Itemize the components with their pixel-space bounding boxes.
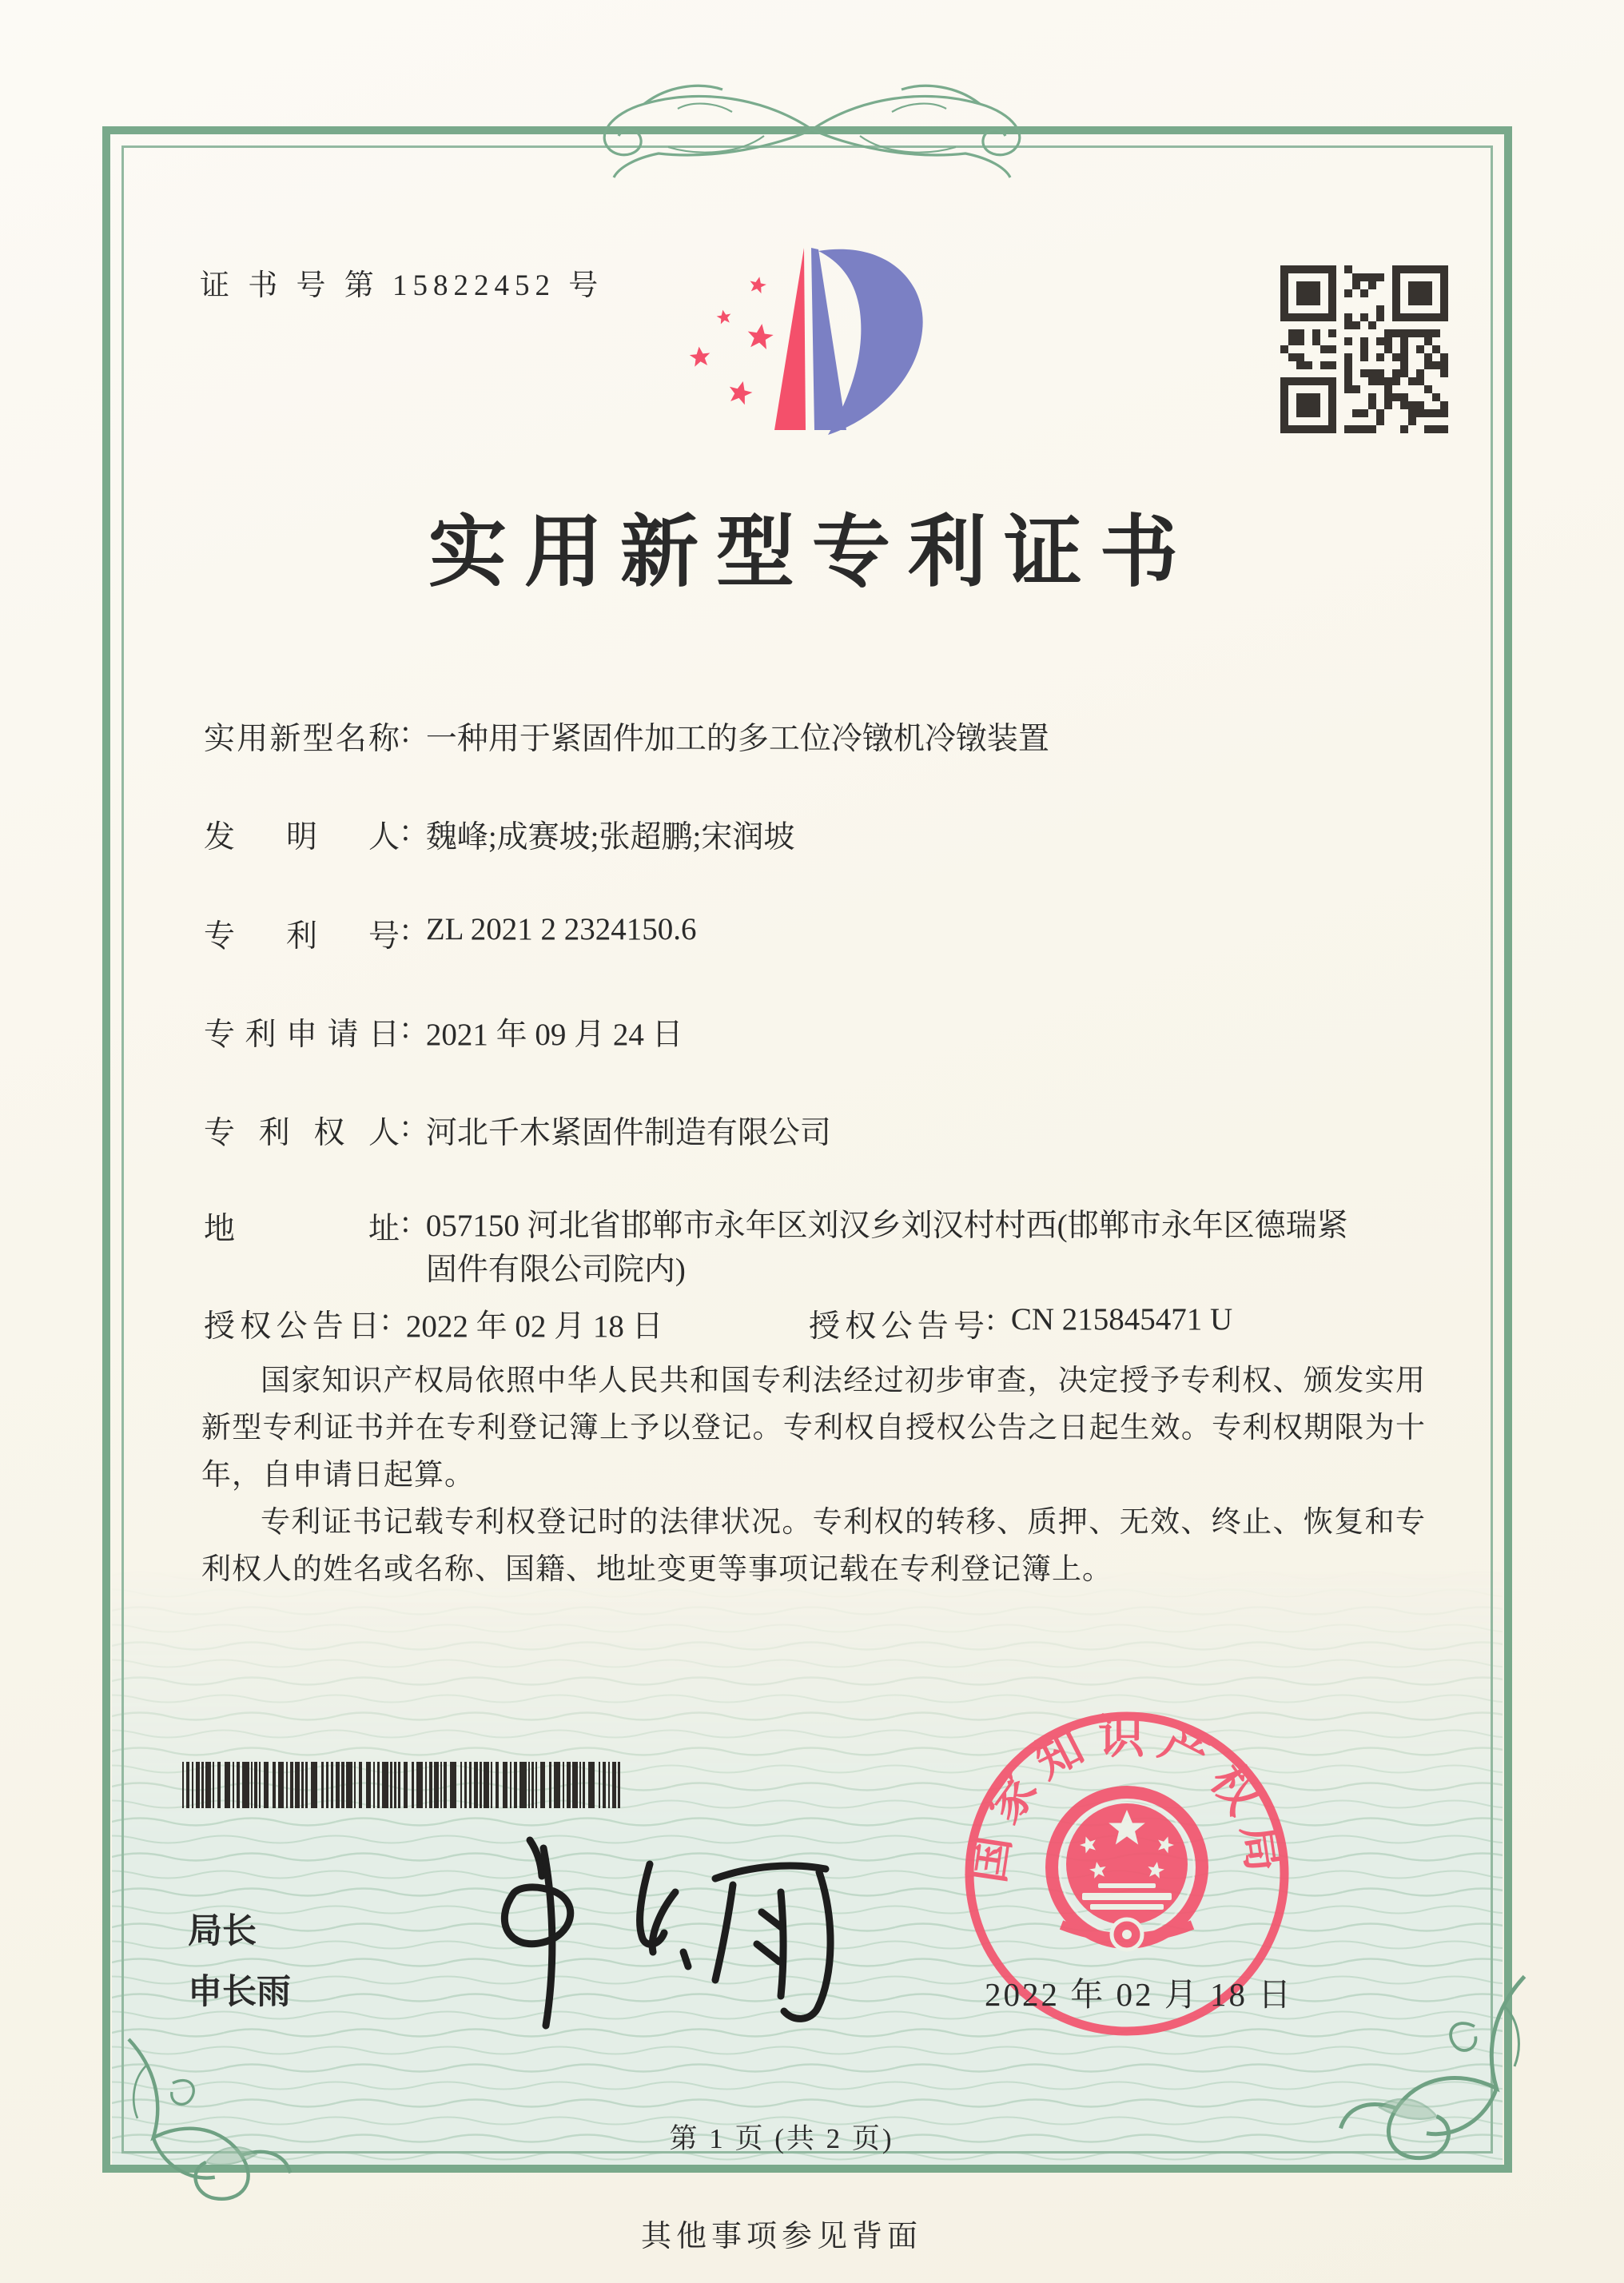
field-label: 地址 <box>204 1212 400 1246</box>
colon: : <box>401 813 410 847</box>
legal-paragraph-2: 专利证书记载专利权登记时的法律状况。专利权的转移、质押、无效、终止、恢复和专利权人的姓名或名称、国籍、地址变更等事项记载在专利登记簿上。 <box>201 1506 1426 1586</box>
field-value: 魏峰;成赛坡;张超鹏;宋润坡 <box>425 820 795 855</box>
top-scroll-ornament-icon <box>448 38 1176 198</box>
colon: : <box>381 1302 390 1337</box>
field-label: 授权公告号 <box>809 1309 985 1344</box>
certificate-title: 实用新型专利证书 <box>428 510 1196 596</box>
colon: : <box>401 912 410 946</box>
field-row-patent-number <box>204 911 697 956</box>
cnipa-logo-icon <box>684 233 940 473</box>
colon: : <box>401 1109 410 1143</box>
commissioner-name: 申长雨 <box>188 1974 291 2011</box>
colon: : <box>401 1010 410 1045</box>
qr-code-icon <box>1280 265 1448 433</box>
field-value: CN 215845471 U <box>1010 1302 1233 1337</box>
national-emblem-icon <box>1052 1792 1202 1950</box>
grant-date-group <box>204 1301 663 1346</box>
field-row-utility-model-name <box>204 714 1049 759</box>
field-value: 一种用于紧固件加工的多工位冷镦机冷镦装置 <box>425 722 1049 756</box>
certificate-number: 证 书 号 第 15822452 号 <box>200 269 604 302</box>
seal-date: 2022 年 02 月 18 日 <box>985 1976 1294 2013</box>
field-row-address <box>204 1204 1357 1293</box>
colon: : <box>986 1302 995 1337</box>
field-value: 2021 年 09 月 24 日 <box>425 1018 683 1052</box>
field-label: 授权公告日 <box>204 1309 380 1344</box>
field-row-filing-date <box>204 1010 683 1054</box>
field-value: ZL 2021 2 2324150.6 <box>425 912 697 946</box>
barcode-icon <box>182 1762 631 1808</box>
field-value: 057150 河北省邯郸市永年区刘汉乡刘汉村村西(邯郸市永年区德瑞紧固件有限公司院内) <box>425 1209 1348 1288</box>
field-label: 专利权人 <box>204 1116 400 1150</box>
field-label: 专利申请日 <box>204 1018 400 1052</box>
field-value: 河北千木紧固件制造有限公司 <box>425 1116 831 1150</box>
colon: : <box>401 715 410 749</box>
field-label: 专利号 <box>204 919 400 954</box>
field-label: 发明人 <box>204 820 400 855</box>
field-value: 2022 年 02 月 18 日 <box>405 1309 663 1344</box>
legal-paragraph-1: 国家知识产权局依照中华人民共和国专利法经过初步审查，决定授予专利权、颁发实用新型专利证书并在专利登记簿上予以登记。专利权自授权公告之日起生效。专利权期限为十年，自申请日起算。 <box>201 1365 1426 1492</box>
field-label: 实用新型名称 <box>204 722 400 756</box>
page-indicator: 第 1 页 (共 2 页) <box>669 2123 894 2154</box>
back-side-note: 其他事项参见背面 <box>640 2220 922 2253</box>
commissioner-title: 局长 <box>188 1913 257 1950</box>
seal-text: 国家知识产权局 <box>961 1711 1293 1887</box>
handwritten-signature-icon <box>436 1816 867 2040</box>
field-row-inventors <box>204 812 794 857</box>
field-row-patentee <box>204 1108 831 1153</box>
legal-text-block <box>201 1357 1426 1593</box>
grant-number-group <box>809 1301 1232 1346</box>
colon: : <box>401 1205 410 1239</box>
